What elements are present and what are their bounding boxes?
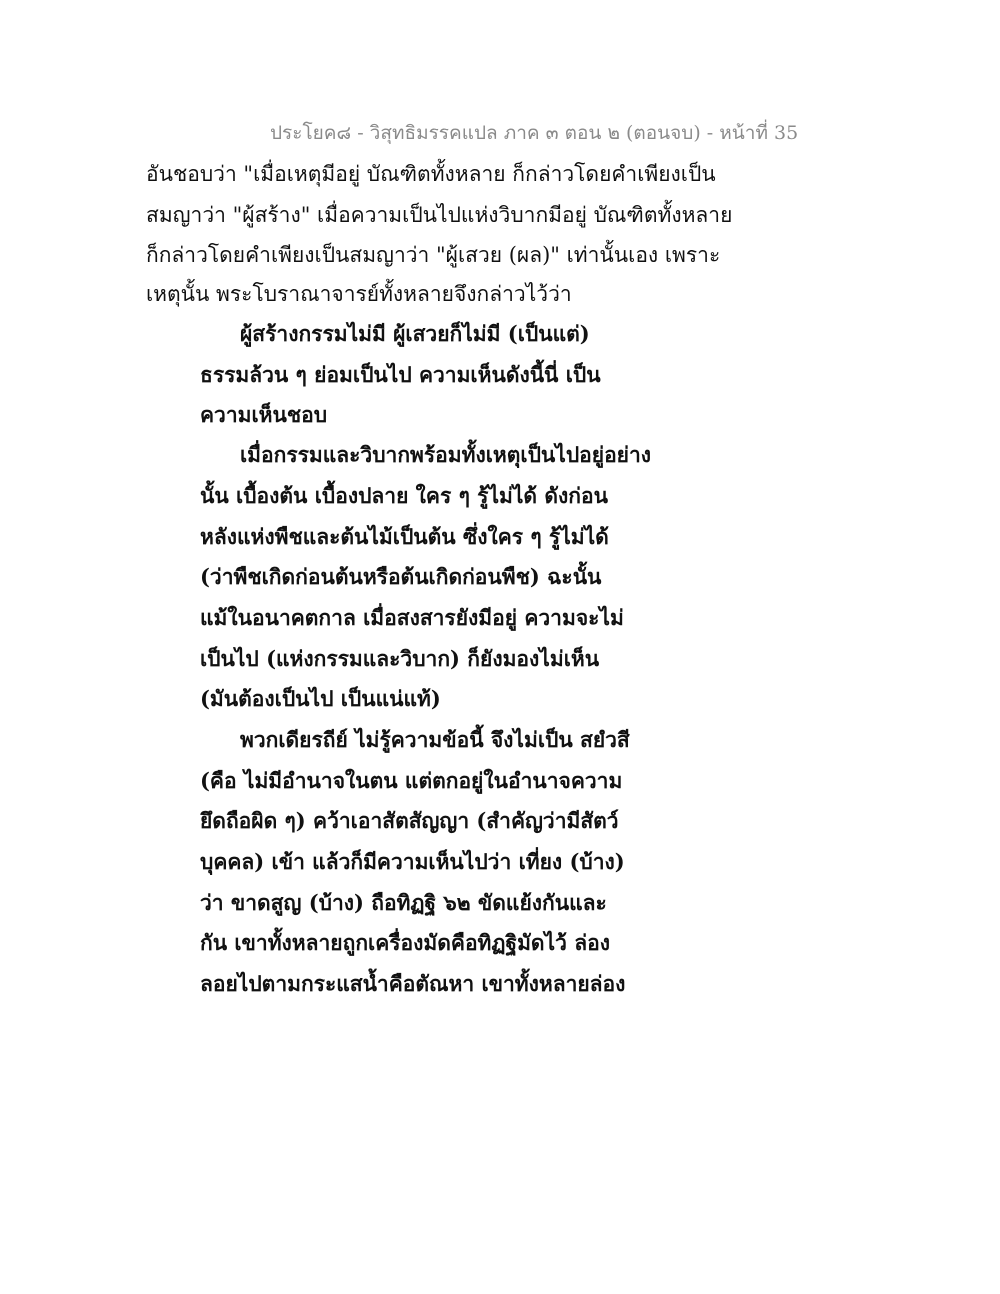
verse-3-line-7: ลอยไปตามกระแสน้ำคือตัณหา เขาทั้งหลายล่อง xyxy=(200,971,626,996)
verse-2-line-7: (มันต้องเป็นไป เป็นแน่แท้) xyxy=(200,686,441,711)
verse-1-line-2: ธรรมล้วน ๆ ย่อมเป็นไป ความเห็นดังนี้นี่ เป็น xyxy=(200,362,601,387)
prose-line-1: อันชอบว่า "เมื่อเหตุมีอยู่ บัณฑิตทั้งหลาย ก็กล่าวโดยคำเพียงเป็น xyxy=(146,162,716,186)
verse-3-line-2: (คือ ไม่มีอำนาจในตน แต่ตกอยู่ในอำนาจความ xyxy=(200,768,623,793)
prose-line-2: สมญาว่า "ผู้สร้าง" เมื่อความเป็นไปแห่งวิบากมีอยู่ บัณฑิตทั้งหลาย xyxy=(146,203,733,227)
verse-2-line-2: นั้น เบื้องต้น เบื้องปลาย ใคร ๆ รู้ไม่ได้ ดังก่อน xyxy=(200,483,608,508)
page-header: ประโยค๘ - วิสุทธิมรรคแปล ภาค ๓ ตอน ๒ (ตอนจบ) - หน้าที่ 35 xyxy=(270,122,799,144)
verse-1-line-3: ความเห็นชอบ xyxy=(200,402,328,427)
verse-2-line-6: เป็นไป (แห่งกรรมและวิบาก) ก็ยังมองไม่เห็น xyxy=(200,646,600,671)
verse-3-line-3: ยึดถือผิด ๆ) คว้าเอาสัตสัญญา (สำคัญว่ามีสัตว์ xyxy=(200,808,619,833)
verse-3-line-5: ว่า ขาดสูญ (บ้าง) ถือทิฏฐิ ๖๒ ขัดแย้งกันและ xyxy=(200,890,607,915)
verse-2-line-3: หลังแห่งพืชและต้นไม้เป็นต้น ซึ่งใคร ๆ รู้ไม่ได้ xyxy=(200,524,609,549)
prose-line-3: ก็กล่าวโดยคำเพียงเป็นสมญาว่า "ผู้เสวย (ผล)" เท่านั้นเอง เพราะ xyxy=(146,243,721,267)
verse-2-line-4: (ว่าพืชเกิดก่อนต้นหรือต้นเกิดก่อนพืช) ฉะนั้น xyxy=(200,564,602,589)
verse-2-line-1: เมื่อกรรมและวิบากพร้อมทั้งเหตุเป็นไปอยู่อย่าง xyxy=(240,442,652,467)
verse-1-line-1: ผู้สร้างกรรมไม่มี ผู้เสวยก็ไม่มี (เป็นแต่) xyxy=(240,321,590,346)
verse-3-line-6: กัน เขาทั้งหลายถูกเครื่องมัดคือทิฏฐิมัดไว้ ล่อง xyxy=(200,930,610,955)
verse-3-line-1: พวกเดียรถีย์ ไม่รู้ความข้อนี้ จึงไม่เป็น สยํวสี xyxy=(240,727,630,752)
verse-3-line-4: บุคคล) เข้า แล้วก็มีความเห็นไปว่า เที่ยง (บ้าง) xyxy=(200,849,625,874)
prose-line-4: เหตุนั้น พระโบราณาจารย์ทั้งหลายจึงกล่าวไว้ว่า xyxy=(146,282,572,306)
verse-2-line-5: แม้ในอนาคตกาล เมื่อสงสารยังมีอยู่ ความจะไม่ xyxy=(200,605,624,630)
